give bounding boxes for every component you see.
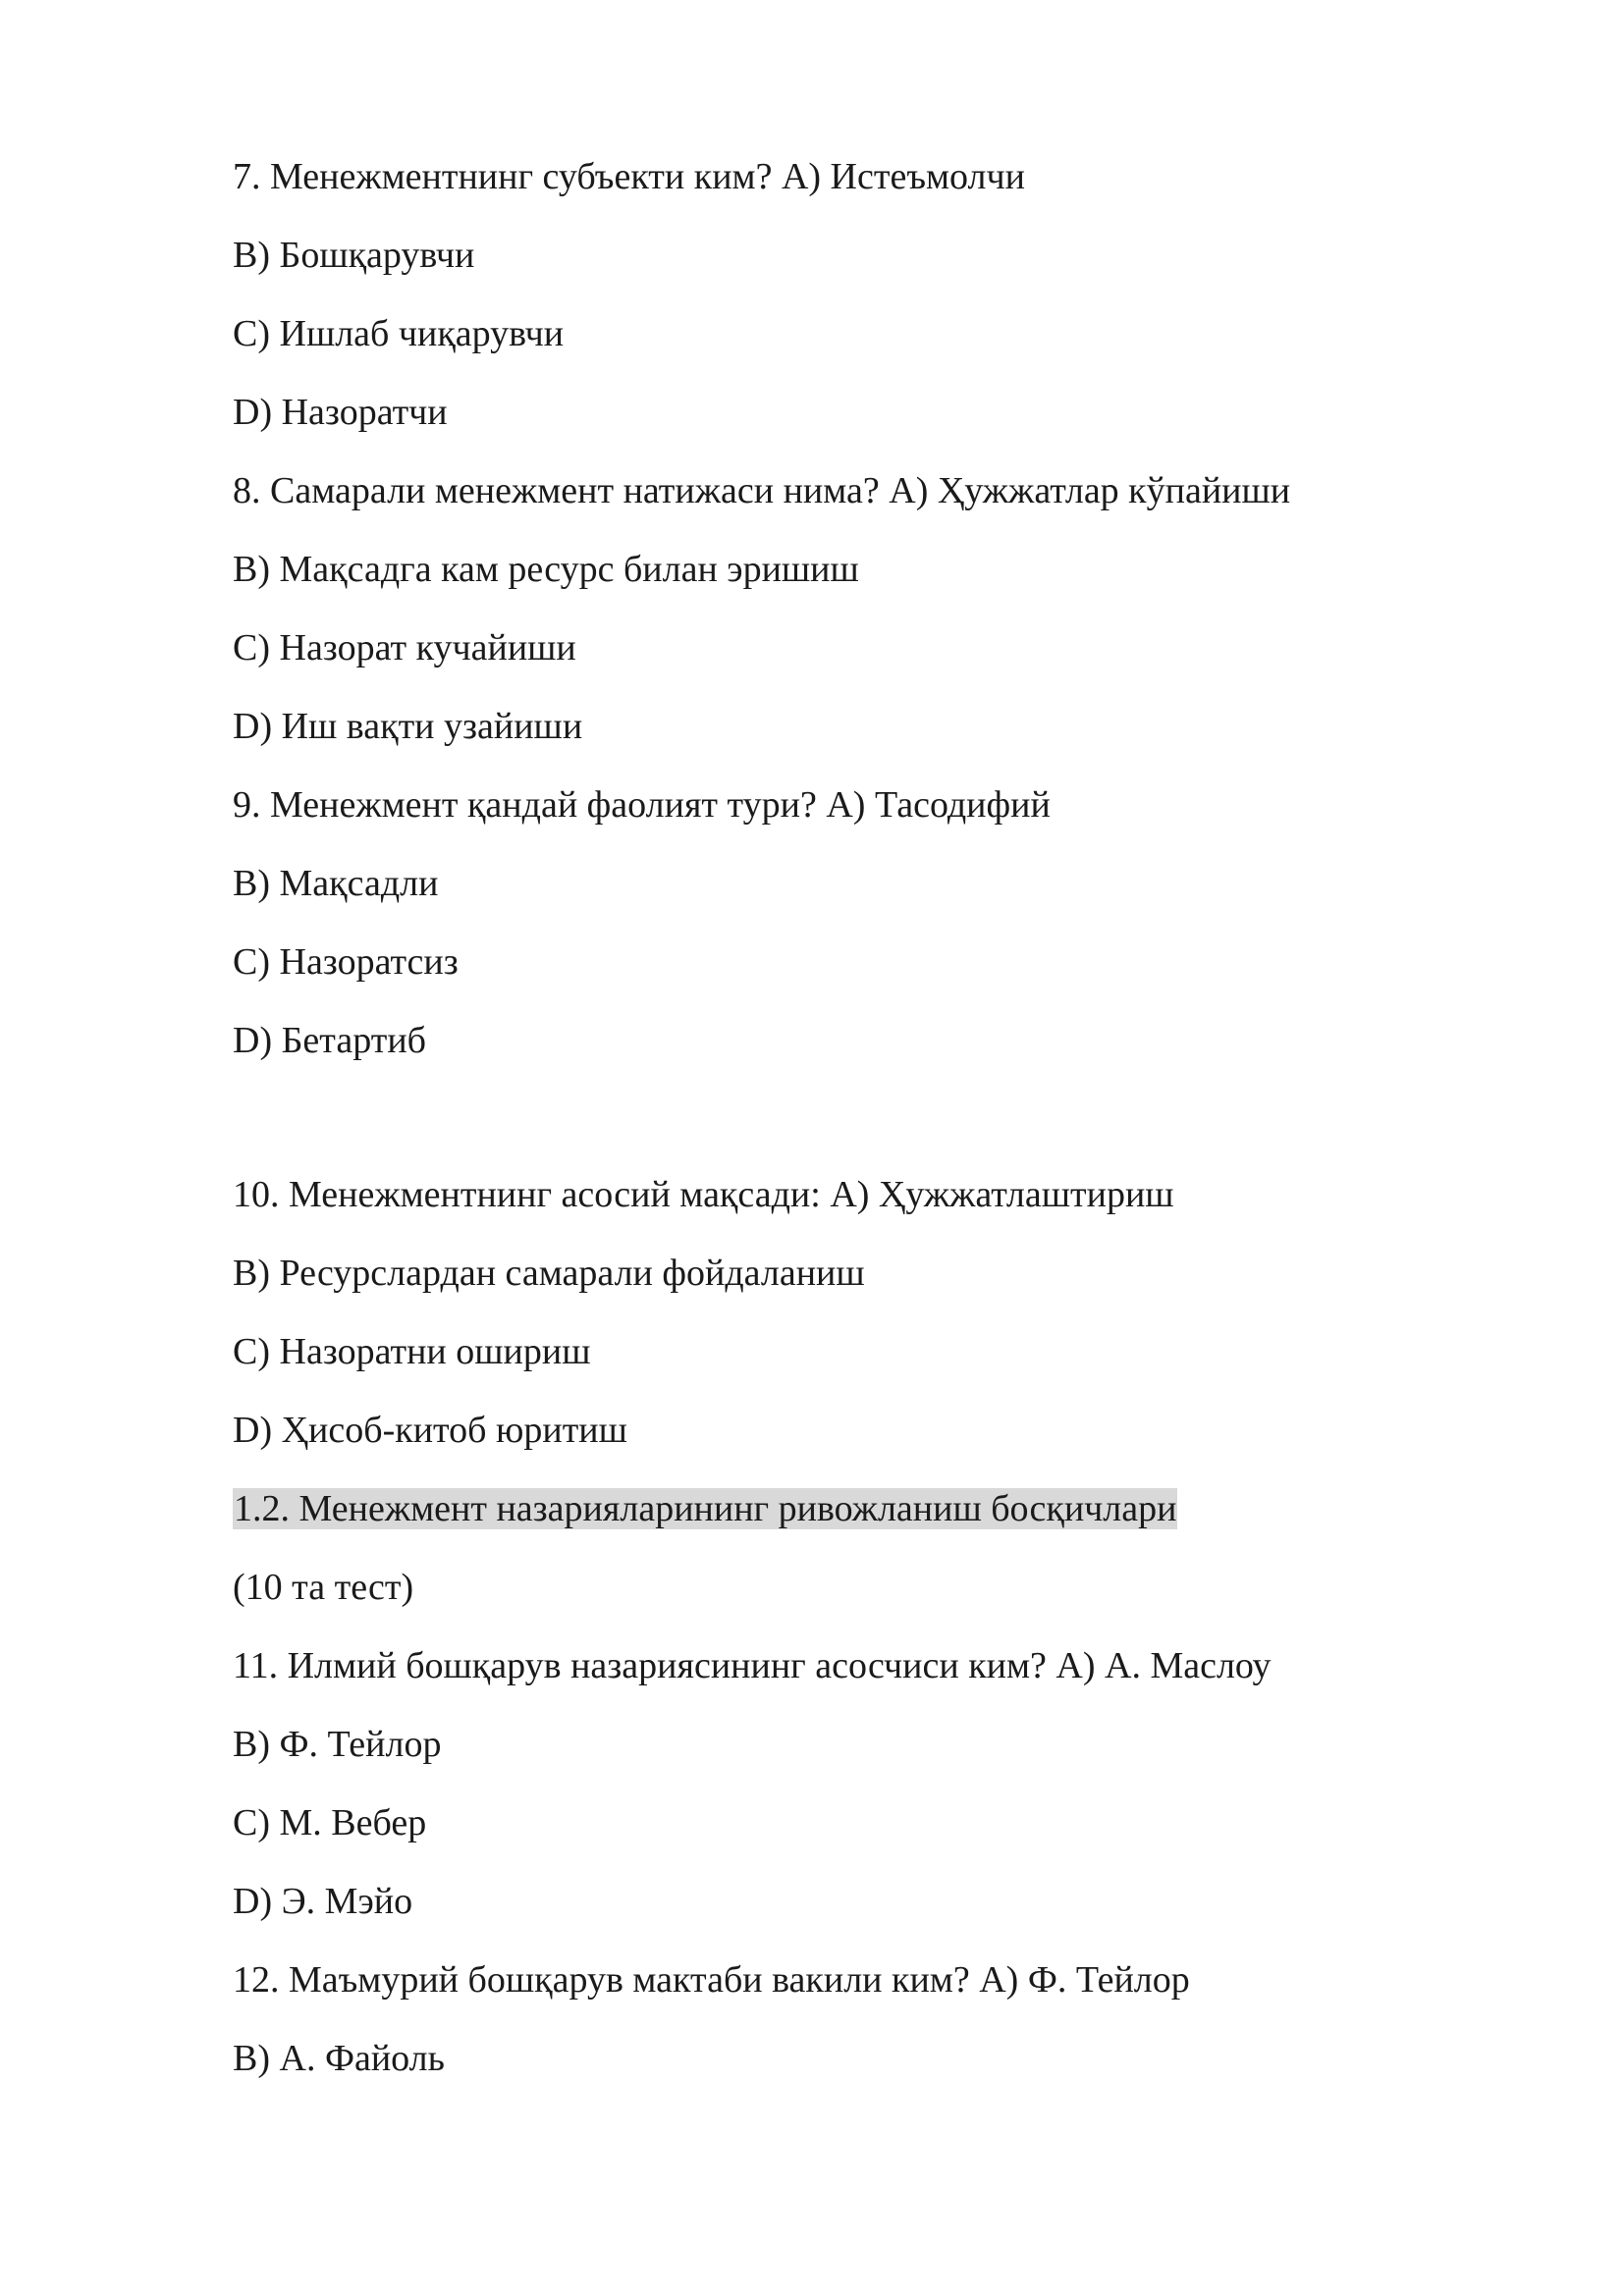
question-11-option-d: D) Э. Мэйо — [233, 1881, 413, 1922]
question-8-option-c: C) Назорат кучайиши — [233, 627, 576, 668]
question-8-option-d: D) Иш вақти узайиши — [233, 706, 583, 747]
question-7-option-c: C) Ишлаб чиқарувчи — [233, 313, 565, 354]
question-9-option-b: B) Мақсадли — [233, 863, 439, 904]
question-9-option-d: D) Бетартиб — [233, 1020, 426, 1061]
question-11: 11. Илмий бошқарув назариясининг асосчиси ким? A) А. Маслоу — [233, 1645, 1272, 1686]
question-9-option-c: C) Назоратсиз — [233, 941, 459, 983]
question-7-option-b: B) Бошқарувчи — [233, 235, 475, 276]
question-8: 8. Самарали менежмент натижаси нима? A) Ҳужжатлар кўпайиши — [233, 470, 1291, 511]
question-7-option-d: D) Назоратчи — [233, 392, 448, 433]
document-body — [233, 149, 1450, 2109]
question-10: 10. Менежментнинг асосий мақсади: A) Ҳужжатлаштириш — [233, 1174, 1174, 1215]
question-11-option-c: C) М. Вебер — [233, 1802, 427, 1843]
question-12-option-b: B) А. Файоль — [233, 2038, 445, 2079]
question-10-option-d: D) Ҳисоб-китоб юритиш — [233, 1410, 627, 1451]
section-test-count: (10 та тест) — [233, 1567, 414, 1608]
section-heading: 1.2. Менежмент назарияларининг ривожланиш босқичлари — [234, 1488, 1177, 1529]
section-heading-line — [233, 1481, 1450, 1560]
question-11-option-b: B) Ф. Тейлор — [233, 1724, 442, 1765]
question-12: 12. Маъмурий бошқарув мактаби вакили ким? A) Ф. Тейлор — [233, 1959, 1190, 2001]
question-10-option-b: B) Ресурслардан самарали фойдаланиш — [233, 1253, 865, 1294]
question-7: 7. Менежментнинг субъекти ким? A) Истеъмолчи — [233, 156, 1025, 197]
question-10-option-c: C) Назоратни ошириш — [233, 1331, 591, 1372]
blank-line — [233, 1092, 1450, 1167]
question-9: 9. Менежмент қандай фаолият тури? A) Тасодифий — [233, 784, 1051, 826]
question-8-option-b: B) Мақсадга кам ресурс билан эришиш — [233, 549, 859, 590]
